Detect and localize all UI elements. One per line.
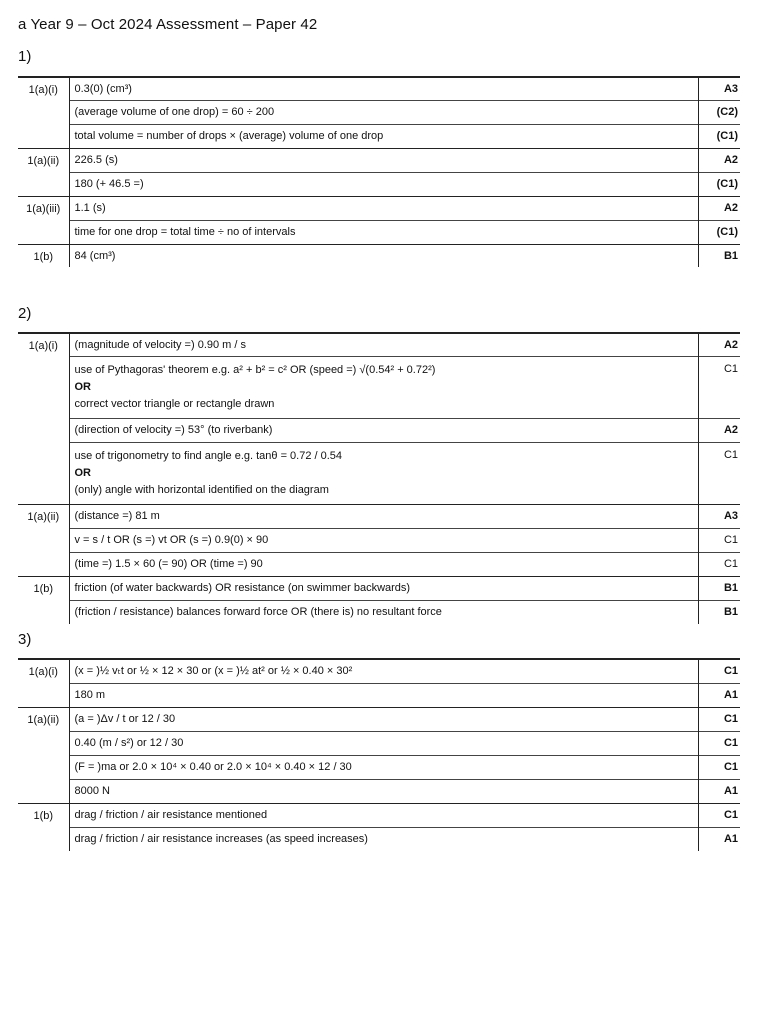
table-row — [18, 576, 740, 600]
answer-cell — [69, 418, 698, 442]
table-row — [18, 600, 740, 624]
answer-cell — [69, 356, 698, 418]
table-row — [18, 803, 740, 827]
answer-line: total volume = number of drops × (average) volume of one drop — [74, 130, 384, 142]
answer-line: (F = )ma or 2.0 × 10⁴ × 0.40 or 2.0 × 10⁴ × 0.40 × 12 / 30 — [74, 761, 352, 773]
mark-cell: C1 — [698, 442, 740, 504]
answer-line: 180 (+ 46.5 =) — [74, 178, 144, 190]
answer-line: 1.1 (s) — [74, 202, 106, 214]
table-row — [18, 418, 740, 442]
answer-cell — [69, 100, 698, 124]
answer-line: drag / friction / air resistance increases (as speed increases) — [74, 833, 368, 846]
answer-cell — [69, 442, 698, 504]
answer-cell — [69, 244, 698, 267]
table-row — [18, 528, 740, 552]
table-row — [18, 333, 740, 356]
mark-cell: A1 — [698, 827, 740, 851]
answer-cell — [69, 707, 698, 731]
table-row — [18, 196, 740, 220]
answer-line: time for one drop = total time ÷ no of intervals — [74, 226, 296, 238]
mark-scheme-table-q3 — [18, 658, 740, 851]
table-row — [18, 827, 740, 851]
question-1-label: 1) — [18, 48, 32, 65]
table-row — [18, 172, 740, 196]
question-ref: 1(a)(i) — [18, 77, 69, 148]
table-row — [18, 100, 740, 124]
answer-cell — [69, 172, 698, 196]
answer-line: (time =) 1.5 × 60 (= 90) OR (time =) 90 — [74, 558, 263, 570]
answer-line: 226.5 (s) — [74, 154, 118, 166]
answer-cell — [69, 528, 698, 552]
question-ref: 1(a)(i) — [18, 333, 69, 504]
answer-cell — [69, 731, 698, 755]
mark-cell: C1 — [698, 731, 740, 755]
mark-cell: A2 — [698, 148, 740, 172]
answer-line: 0.40 (m / s²) or 12 / 30 — [74, 737, 184, 749]
table-row — [18, 77, 740, 100]
answer-cell — [69, 552, 698, 576]
question-ref: 1(b) — [18, 576, 69, 624]
answer-cell — [69, 779, 698, 803]
answer-cell — [69, 659, 698, 683]
answer-cell — [69, 755, 698, 779]
answer-cell — [69, 683, 698, 707]
mark-cell: C1 — [698, 659, 740, 683]
table-row — [18, 356, 740, 418]
answer-line: use of Pythagoras' theorem e.g. a² + b² = c² OR (speed =) √(0.54² + 0.72²) — [74, 364, 436, 376]
answer-line-or: OR — [74, 467, 91, 479]
mark-scheme-table-q1 — [18, 76, 740, 267]
answer-line: correct vector triangle or rectangle drawn — [74, 398, 275, 410]
answer-line: use of trigonometry to find angle e.g. tanθ = 0.72 / 0.54 — [74, 450, 343, 462]
answer-line: v = s / t OR (s =) vt OR (s =) 0.9(0) × 90 — [74, 534, 269, 546]
mark-cell: C1 — [698, 356, 740, 418]
mark-cell: A1 — [698, 779, 740, 803]
answer-cell — [69, 77, 698, 100]
answer-cell — [69, 148, 698, 172]
table-row — [18, 707, 740, 731]
mark-cell: A3 — [698, 504, 740, 528]
page-title: a Year 9 – Oct 2024 Assessment – Paper 42 — [18, 16, 318, 33]
answer-line: (friction / resistance) balances forward force OR (there is) no resultant force — [74, 606, 442, 619]
question-ref: 1(a)(i) — [18, 659, 69, 707]
answer-cell — [69, 333, 698, 356]
table-row — [18, 124, 740, 148]
mark-cell: (C2) — [698, 100, 740, 124]
answer-cell — [69, 827, 698, 851]
answer-line: drag / friction / air resistance mentioned — [74, 809, 268, 821]
answer-cell — [69, 124, 698, 148]
mark-cell: A3 — [698, 77, 740, 100]
question-ref: 1(b) — [18, 244, 69, 267]
mark-scheme-table-q2 — [18, 332, 740, 624]
mark-cell: A2 — [698, 333, 740, 356]
table-row — [18, 442, 740, 504]
mark-cell: A2 — [698, 418, 740, 442]
answer-line: (direction of velocity =) 53° (to riverbank) — [74, 424, 273, 436]
answer-line-or: OR — [74, 381, 91, 393]
table-row — [18, 244, 740, 267]
mark-cell: B1 — [698, 600, 740, 624]
answer-cell — [69, 600, 698, 624]
question-ref: 1(b) — [18, 803, 69, 851]
question-ref: 1(a)(ii) — [18, 148, 69, 196]
answer-line: 84 (cm³) — [74, 249, 116, 262]
answer-line: (magnitude of velocity =) 0.90 m / s — [74, 338, 246, 351]
mark-cell: C1 — [698, 707, 740, 731]
table-row — [18, 148, 740, 172]
question-2-label: 2) — [18, 305, 32, 322]
answer-cell — [69, 504, 698, 528]
answer-cell — [69, 803, 698, 827]
answer-line: 0.3(0) (cm³) — [74, 82, 132, 95]
table-row — [18, 552, 740, 576]
table-row — [18, 659, 740, 683]
mark-cell: C1 — [698, 755, 740, 779]
mark-cell: B1 — [698, 244, 740, 267]
mark-cell: A1 — [698, 683, 740, 707]
table-row — [18, 731, 740, 755]
table-row — [18, 779, 740, 803]
answer-line: (a = )Δv / t or 12 / 30 — [74, 713, 176, 725]
mark-cell: (C1) — [698, 220, 740, 244]
mark-cell: B1 — [698, 576, 740, 600]
answer-line: 180 m — [74, 689, 106, 701]
mark-cell: (C1) — [698, 124, 740, 148]
answer-line: (average volume of one drop) = 60 ÷ 200 — [74, 106, 275, 118]
answer-line: friction (of water backwards) OR resistance (on swimmer backwards) — [74, 582, 411, 594]
table-row — [18, 220, 740, 244]
question-ref: 1(a)(ii) — [18, 504, 69, 576]
table-row — [18, 755, 740, 779]
table-row — [18, 504, 740, 528]
mark-cell: (C1) — [698, 172, 740, 196]
answer-line: (distance =) 81 m — [74, 510, 160, 522]
mark-cell: A2 — [698, 196, 740, 220]
answer-cell — [69, 196, 698, 220]
answer-line: 8000 N — [74, 785, 110, 797]
mark-cell: C1 — [698, 803, 740, 827]
answer-cell — [69, 576, 698, 600]
table-row — [18, 683, 740, 707]
question-ref: 1(a)(iii) — [18, 196, 69, 244]
mark-cell: C1 — [698, 552, 740, 576]
question-ref: 1(a)(ii) — [18, 707, 69, 803]
answer-line: (x = )½ vₜt or ½ × 12 × 30 or (x = )½ at² or ½ × 0.40 × 30² — [74, 665, 353, 678]
answer-cell — [69, 220, 698, 244]
mark-cell: C1 — [698, 528, 740, 552]
answer-line: (only) angle with horizontal identified on the diagram — [74, 484, 329, 496]
question-3-label: 3) — [18, 631, 32, 648]
